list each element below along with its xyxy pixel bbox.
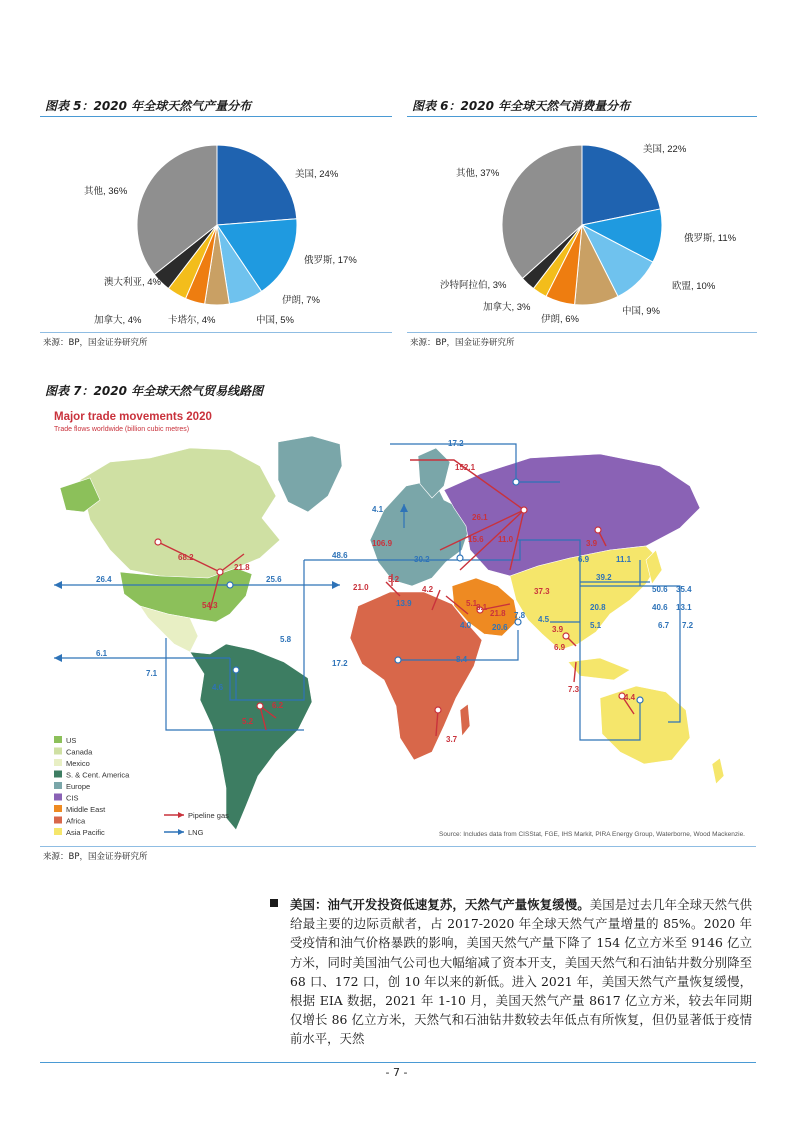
fig6-label-china: 中国, 9% [622, 306, 661, 317]
fig6-label-other: 其他, 37% [456, 168, 500, 179]
legend-label-5: CIS [66, 793, 79, 803]
svg-text:7.2: 7.2 [682, 621, 694, 630]
fig5-label-china: 中国, 5% [256, 315, 295, 326]
svg-text:6.9: 6.9 [578, 555, 590, 564]
paragraph-body: 美国是过去几年全球天然气供给最主要的边际贡献者，占 2017-2020 年全球天然气产量增量的 85%。2020 年受疫情和油气价格暴跌的影响，美国天然气产量下降了 154 亿立方米至 9146 亿立方米，同时美国油气公司也大幅缩减了资本开支，美国天然气和石油钻井数分别降至 68 口、172 口，创 10 年以来的新低。进入 2021 年，美国天然气产量恢复缓慢，根据 EIA 数据，2021 年 1-10 月，美国天然气产量 8617 亿立方米，较去年同期仅增长 86 亿立方米，天然气和石油钻井数较去年低点有所恢复，但仍显著低于疫情前水平，天然 [290, 897, 753, 1047]
svg-text:30.2: 30.2 [414, 555, 430, 564]
fig7-source: 来源：BP，国金证券研究所 [43, 852, 148, 862]
fig6-label-canada: 加拿大, 3% [483, 302, 531, 313]
svg-text:11.0: 11.0 [498, 535, 514, 544]
svg-text:6.9: 6.9 [554, 643, 566, 652]
fig5-label-canada: 加拿大, 4% [94, 315, 142, 326]
svg-text:5.2: 5.2 [388, 575, 400, 584]
svg-text:8.4: 8.4 [456, 655, 468, 664]
svg-text:6.7: 6.7 [658, 621, 670, 630]
svg-text:17.2: 17.2 [448, 439, 464, 448]
svg-text:152.1: 152.1 [455, 463, 476, 472]
fig6-label-us: 美国, 22% [643, 144, 687, 155]
body-paragraph [290, 895, 752, 1049]
svg-text:4.6: 4.6 [212, 683, 224, 692]
fig7-bottom-rule [40, 846, 756, 847]
svg-text:21.8: 21.8 [490, 609, 506, 618]
svg-text:7.1: 7.1 [146, 669, 158, 678]
svg-text:6.2: 6.2 [272, 701, 284, 710]
fig5-source: 来源：BP，国金证券研究所 [43, 338, 148, 348]
fig5-label-iran: 伊朗, 7% [282, 295, 321, 306]
svg-text:3.7: 3.7 [446, 735, 458, 744]
svg-text:4.2: 4.2 [422, 585, 434, 594]
legend-lng-label: LNG [188, 828, 204, 837]
trade-map-svg [40, 400, 756, 846]
fig5-label-qatar: 卡塔尔, 4% [168, 315, 216, 326]
svg-text:39.2: 39.2 [596, 573, 612, 582]
fig5-label-other: 其他, 36% [84, 186, 128, 197]
trade-map [40, 400, 756, 846]
legend-label-1: Canada [66, 747, 93, 757]
svg-text:25.6: 25.6 [266, 575, 282, 584]
svg-text:8.1: 8.1 [476, 603, 488, 612]
fig5-title: 图表 5：2020 年全球天然气产量分布 [45, 99, 252, 113]
svg-text:4.0: 4.0 [460, 621, 472, 630]
svg-text:7.8: 7.8 [514, 611, 526, 620]
svg-text:13.1: 13.1 [676, 603, 692, 612]
svg-text:15.6: 15.6 [468, 535, 484, 544]
fig5-label-russia: 俄罗斯, 17% [304, 255, 357, 266]
fig5-top-rule [40, 116, 392, 117]
legend-swatch-6 [54, 805, 62, 812]
legend-swatch-2 [54, 759, 62, 766]
svg-text:26.4: 26.4 [96, 575, 112, 584]
map-subtitle: Trade flows worldwide (billion cubic metres) [54, 426, 190, 433]
legend-swatch-1 [54, 748, 62, 755]
svg-text:40.6: 40.6 [652, 603, 668, 612]
fig6-label-iran: 伊朗, 6% [541, 314, 580, 325]
svg-text:68.2: 68.2 [178, 553, 194, 562]
legend-label-6: Middle East [66, 805, 106, 814]
legend-label-8: Asia Pacific [66, 828, 105, 837]
fig6-top-rule [407, 116, 757, 117]
footer-rule [40, 1062, 756, 1063]
bullet-icon [270, 899, 278, 907]
legend-swatch-8 [54, 828, 62, 835]
fig6-source: 来源：BP，国金证券研究所 [410, 338, 515, 348]
legend-swatch-7 [54, 817, 62, 824]
svg-text:3.9: 3.9 [586, 539, 598, 548]
legend-swatch-4 [54, 782, 62, 789]
svg-text:20.8: 20.8 [590, 603, 606, 612]
svg-text:50.6: 50.6 [652, 585, 668, 594]
svg-text:7.3: 7.3 [568, 685, 580, 694]
fig6-label-saudi: 沙特阿拉伯, 3% [440, 280, 507, 291]
svg-text:5.1: 5.1 [590, 621, 602, 630]
paragraph-lead: 美国：油气开发投资低速复苏，天然气产量恢复缓慢。 [290, 897, 590, 912]
legend-label-4: Europe [66, 782, 91, 791]
svg-text:21.0: 21.0 [353, 583, 369, 592]
fig5-label-us: 美国, 24% [295, 169, 339, 180]
fig5-label-australia: 澳大利亚, 4% [104, 277, 162, 288]
svg-text:54.3: 54.3 [202, 601, 218, 610]
page-number: - 7 - [385, 1066, 408, 1079]
legend-label-2: Mexico [66, 759, 90, 768]
legend-swatch-5 [54, 794, 62, 801]
fig6-label-eu: 欧盟, 10% [672, 281, 716, 292]
svg-text:35.4: 35.4 [676, 585, 692, 594]
map-source: Source: Includes data from CISStat, FGE, IHS Markit, PIRA Energy Group, Waterborne, Wood Mackenzie. [439, 831, 745, 838]
svg-text:48.6: 48.6 [332, 551, 348, 560]
fig6-pie-chart [407, 118, 757, 334]
svg-text:5.1: 5.1 [466, 599, 478, 608]
fig5-bottom-rule [40, 332, 392, 333]
map-title: Major trade movements 2020 [54, 411, 212, 423]
fig6-label-russia: 俄罗斯, 11% [684, 233, 737, 244]
legend-swatch-0 [54, 736, 62, 743]
svg-text:5.8: 5.8 [280, 635, 292, 644]
fig5-slice-0 [217, 145, 297, 225]
svg-text:6.1: 6.1 [96, 649, 108, 658]
fig5-pie-chart [40, 118, 392, 334]
fig6-bottom-rule [407, 332, 757, 333]
legend-label-7: Africa [66, 816, 86, 826]
legend-label-0: US [66, 736, 77, 745]
fig7-title: 图表 7：2020 年全球天然气贸易线路图 [45, 384, 264, 398]
svg-text:17.2: 17.2 [332, 659, 348, 668]
legend-swatch-3 [54, 771, 62, 778]
legend-pipeline-label: Pipeline gas [188, 811, 229, 820]
svg-text:4.1: 4.1 [372, 505, 384, 514]
svg-text:4.5: 4.5 [538, 615, 550, 624]
svg-text:4.4: 4.4 [624, 693, 636, 702]
svg-text:5.2: 5.2 [242, 717, 254, 726]
svg-text:106.9: 106.9 [372, 539, 393, 548]
svg-text:20.6: 20.6 [492, 623, 508, 632]
legend-label-3: S. & Cent. America [66, 770, 130, 780]
fig6-title: 图表 6：2020 年全球天然气消费量分布 [412, 99, 631, 113]
svg-text:3.9: 3.9 [552, 625, 564, 634]
svg-text:37.3: 37.3 [534, 587, 550, 596]
svg-text:13.9: 13.9 [396, 599, 412, 608]
svg-text:21.8: 21.8 [234, 563, 250, 572]
svg-text:11.1: 11.1 [616, 555, 632, 564]
svg-text:26.1: 26.1 [472, 513, 488, 522]
